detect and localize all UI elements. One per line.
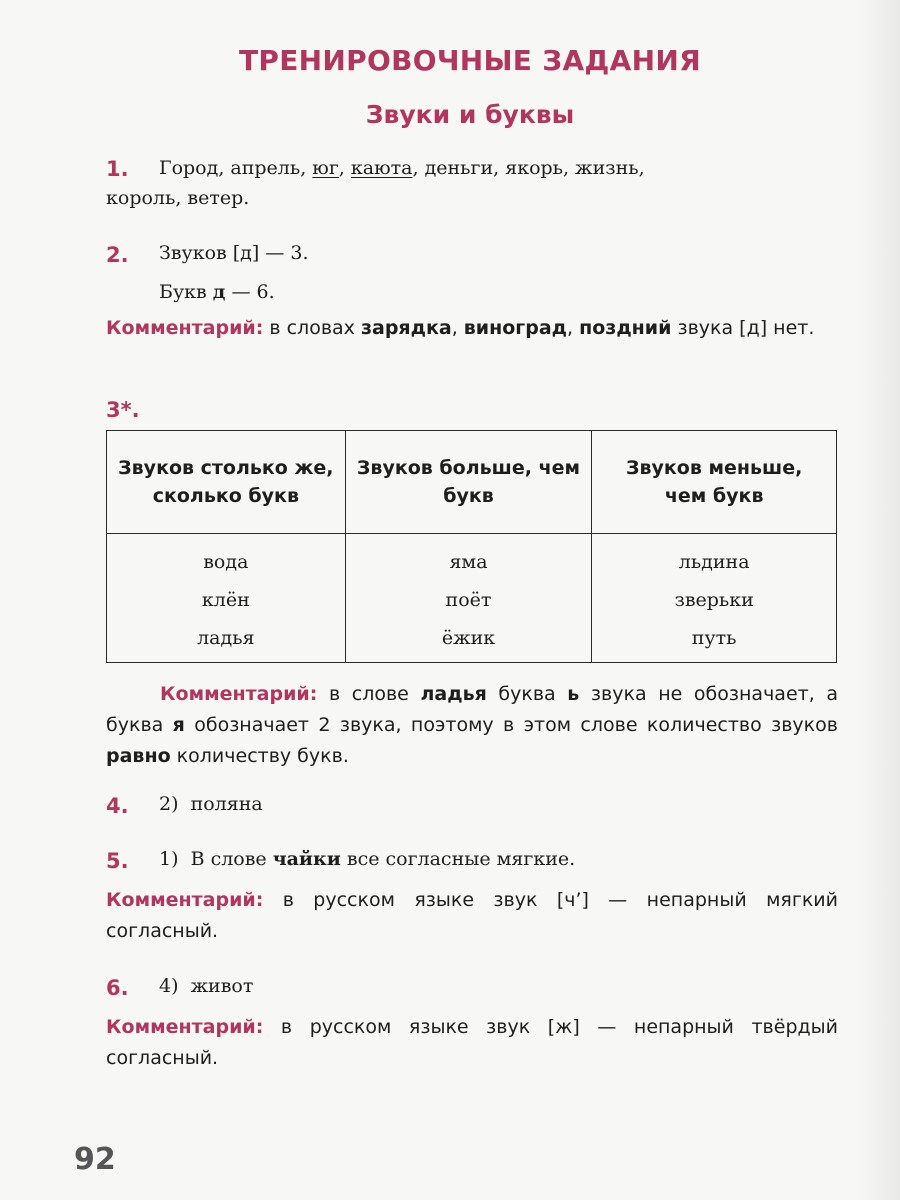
task-4-answer: 2) поляна	[159, 793, 263, 815]
task-2-text-c: — 6.	[225, 281, 275, 303]
word-pozdniy: поздний	[579, 317, 672, 339]
table-cell: вода	[107, 534, 346, 582]
task-5-number: 5.	[106, 849, 129, 873]
word-chayki: чайки	[272, 848, 341, 870]
page-number: 92	[74, 1142, 116, 1177]
word-vinograd: виноград	[463, 317, 567, 339]
task-1-text-b: ,	[338, 157, 351, 179]
word-zaryadka: зарядка	[360, 317, 452, 339]
task-1-number: 1.	[106, 157, 129, 181]
task-3-number: 3*.	[106, 398, 140, 422]
task-1-text-a: Город, апрель,	[159, 157, 313, 179]
task-1-line-2: король, ветер.	[106, 187, 250, 209]
page-title: ТРЕНИРОВОЧНЫЕ ЗАДАНИЯ	[239, 44, 701, 77]
task-6-comment	[106, 1012, 838, 1074]
comment-label: Комментарий:	[106, 1016, 264, 1038]
page-edge-shadow	[860, 0, 900, 1200]
task-5-text-c: все согласные мягкие.	[340, 848, 576, 870]
comment-label: Комментарий:	[106, 889, 264, 911]
comment-text: звука не обозначает, а буква	[106, 683, 838, 736]
table-cell: яма	[345, 534, 592, 582]
table-cell: путь	[592, 619, 837, 663]
task-4-number: 4.	[106, 794, 129, 818]
table-cell: льдина	[592, 534, 837, 582]
comment-text: количеству букв.	[170, 745, 349, 767]
comment-label: Комментарий:	[160, 683, 318, 705]
comment-text: звука [д] нет.	[671, 317, 815, 339]
table-cell: ёжик	[345, 619, 592, 663]
task-5-answer	[159, 848, 575, 870]
task-3-comment	[106, 679, 838, 772]
task-2-line-1: Звуков [д] — 3.	[159, 242, 309, 264]
task-6-answer: 4) живот	[159, 975, 254, 997]
table-cell: ладья	[107, 619, 346, 663]
letter-soft-sign: ь	[567, 683, 580, 705]
task-1-text-c: , деньги, якорь, жизнь,	[412, 157, 645, 179]
task-1-underlined-kayuta: каюта	[350, 157, 413, 179]
column-header-less: Звуков меньше, чем букв	[592, 431, 837, 534]
table-row	[107, 534, 837, 582]
comment-text: в словах	[269, 317, 361, 339]
word-ladya: ладья	[420, 683, 487, 705]
comment-text: обозначает 2 звука, поэтому в этом слове количество звуков	[184, 714, 838, 736]
comma: ,	[451, 317, 464, 339]
sounds-letters-table	[106, 430, 837, 663]
task-2-number: 2.	[106, 243, 129, 267]
task-2-line-2	[159, 281, 275, 303]
table-header-row	[107, 431, 837, 534]
table-row	[107, 619, 837, 663]
comment-text: в слове	[317, 683, 421, 705]
task-5-comment	[106, 885, 838, 947]
task-1-underlined-yug: юг	[312, 157, 339, 179]
section-subtitle: Звуки и буквы	[365, 100, 575, 129]
comment-text: в русском языке звук [ж] — непарный твёрдый согласный.	[106, 1016, 838, 1069]
comment-text: в русском языке звук [ч’] — непарный мягкий согласный.	[106, 889, 838, 942]
comment-label: Комментарий:	[106, 317, 264, 339]
task-6-number: 6.	[106, 976, 129, 1000]
task-2-comment	[106, 313, 838, 344]
column-header-more: Звуков больше, чем букв	[345, 431, 592, 534]
task-5-text-a: 1) В слове	[159, 848, 273, 870]
comment-text: буква	[486, 683, 568, 705]
word-ravno: равно	[106, 745, 171, 767]
comma: ,	[567, 317, 580, 339]
letter-ya: я	[172, 714, 185, 736]
table-cell: поёт	[345, 581, 592, 619]
column-header-equal: Звуков столько же, сколько букв	[107, 431, 346, 534]
table-row	[107, 581, 837, 619]
table-cell: зверьки	[592, 581, 837, 619]
table-cell: клён	[107, 581, 346, 619]
task-2-text-a: Букв	[159, 281, 213, 303]
task-1-line-1	[159, 157, 645, 179]
task-2-letter-d: д	[212, 281, 226, 303]
